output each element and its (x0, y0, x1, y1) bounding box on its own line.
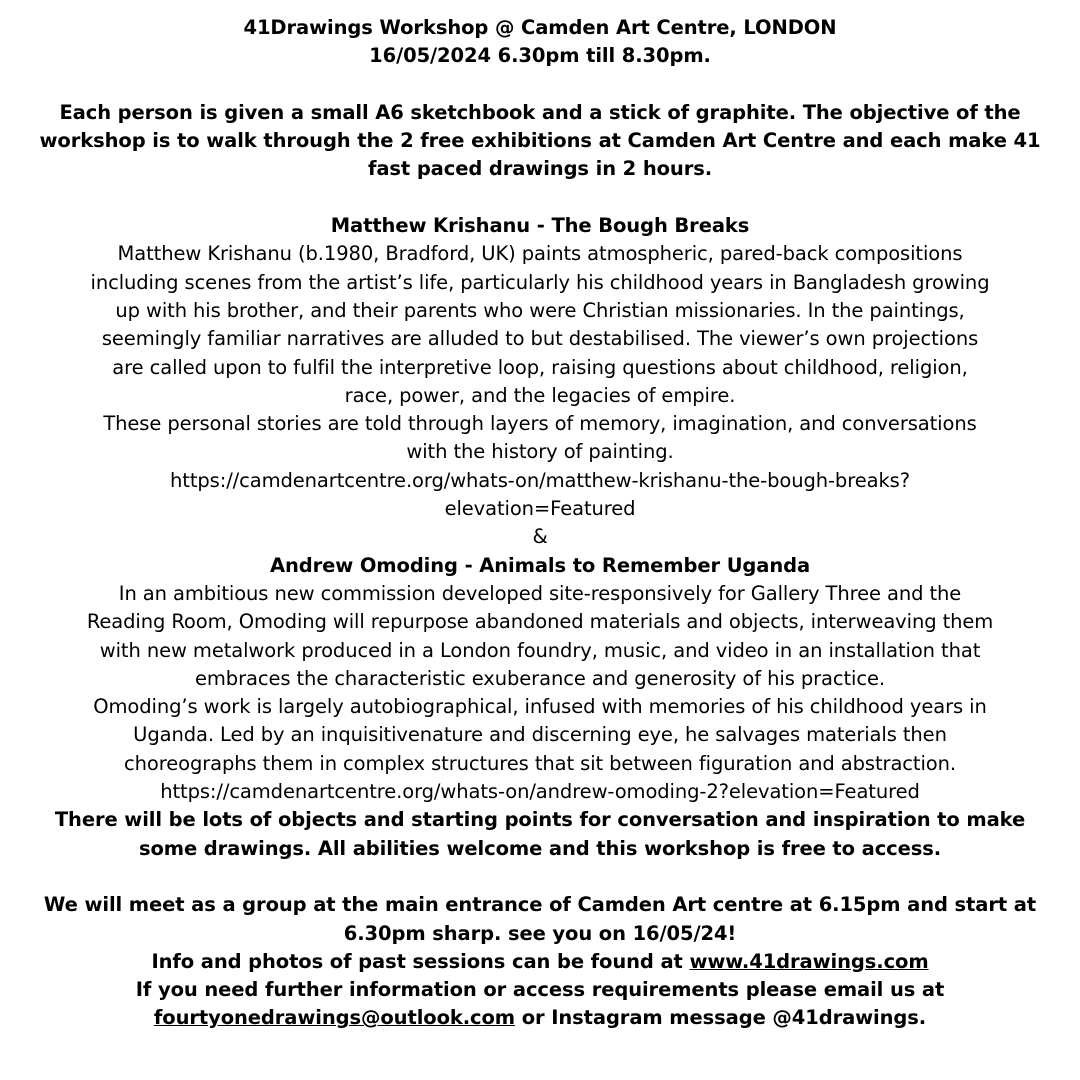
exhibition-1-url: https://camdenartcentre.org/whats-on/matthew-krishanu-the-bough-breaks? (170, 468, 910, 492)
spacer (0, 863, 1080, 891)
exhibition-2-text: embraces the characteristic exuberance and generosity of his practice. (195, 666, 885, 690)
exhibition-2-url: https://camdenartcentre.org/whats-on/andrew-omoding-2?elevation=Featured (160, 780, 920, 804)
workshop-flyer (0, 14, 1080, 1033)
spacer (0, 71, 1080, 99)
exhibition-1-text: with the history of painting. (406, 440, 674, 464)
ampersand: & (532, 525, 548, 549)
website-link[interactable]: www.41drawings.com (689, 949, 929, 973)
email-link[interactable]: fourtyonedrawings@outlook.com (153, 1006, 516, 1030)
exhibition-2-text: In an ambitious new commission developed site-responsively for Gallery Three and the (118, 581, 962, 605)
info-prefix: Info and photos of past sessions can be found at (151, 949, 690, 973)
meeting-line: 6.30pm sharp. see you on 16/05/24! (343, 921, 737, 945)
intro-line: workshop is to walk through the 2 free exhibitions at Camden Art Centre and each make 41 (39, 129, 1041, 153)
exhibition-1-text: race, power, and the legacies of empire. (344, 383, 736, 407)
exhibition-1-url: elevation=Featured (444, 497, 636, 521)
exhibition-1-text: up with his brother, and their parents who were Christian missionaries. In the paintings, (115, 298, 965, 322)
exhibition-1-text: Matthew Krishanu (b.1980, Bradford, UK) paints atmospheric, pared-back compositions (117, 242, 963, 266)
event-title: 41Drawings Workshop @ Camden Art Centre, LONDON (243, 16, 837, 39)
exhibition-2-text: choreographs them in complex structures that sit between figuration and abstraction. (124, 751, 956, 775)
contact-line: If you need further information or access requirements please email us at (135, 978, 945, 1002)
exhibition-2-text: with new metalwork produced in a London foundry, music, and video in an installation that (99, 638, 981, 662)
spacer (0, 184, 1080, 212)
closing-line: some drawings. All abilities welcome and this workshop is free to access. (138, 836, 942, 860)
exhibition-2-text: Uganda. Led by an inquisitivenature and discerning eye, he salvages materials then (133, 723, 947, 747)
exhibition-1-text: seemingly familiar narratives are alluded to but destabilised. The viewer’s own projections (101, 327, 979, 351)
exhibition-1-text: including scenes from the artist’s life, particularly his childhood years in Bangladesh growing (90, 270, 990, 294)
info-line (0, 948, 1080, 976)
exhibition-2-text: Omoding’s work is largely autobiographical, infused with memories of his childhood years in (93, 695, 987, 719)
exhibition-2-heading: Andrew Omoding - Animals to Remember Uganda (269, 553, 811, 577)
instagram-text: or Instagram message @41drawings. (515, 1006, 927, 1030)
exhibition-1-heading: Matthew Krishanu - The Bough Breaks (330, 214, 750, 238)
exhibition-1-text: These personal stories are told through layers of memory, imagination, and conversations (103, 412, 977, 436)
exhibition-1-text: are called upon to fulfil the interpretive loop, raising questions about childhood, religion, (112, 355, 968, 379)
exhibition-2-text: Reading Room, Omoding will repurpose abandoned materials and objects, interweaving them (86, 610, 994, 634)
contact-email-line (0, 1004, 1080, 1032)
intro-line: Each person is given a small A6 sketchbook and a stick of graphite. The objective of the (59, 100, 1021, 124)
event-datetime: 16/05/2024 6.30pm till 8.30pm. (369, 44, 711, 68)
intro-line: fast paced drawings in 2 hours. (367, 157, 713, 181)
closing-line: There will be lots of objects and starting points for conversation and inspiration to make (54, 808, 1026, 832)
meeting-line: We will meet as a group at the main entrance of Camden Art centre at 6.15pm and start at (43, 893, 1037, 917)
